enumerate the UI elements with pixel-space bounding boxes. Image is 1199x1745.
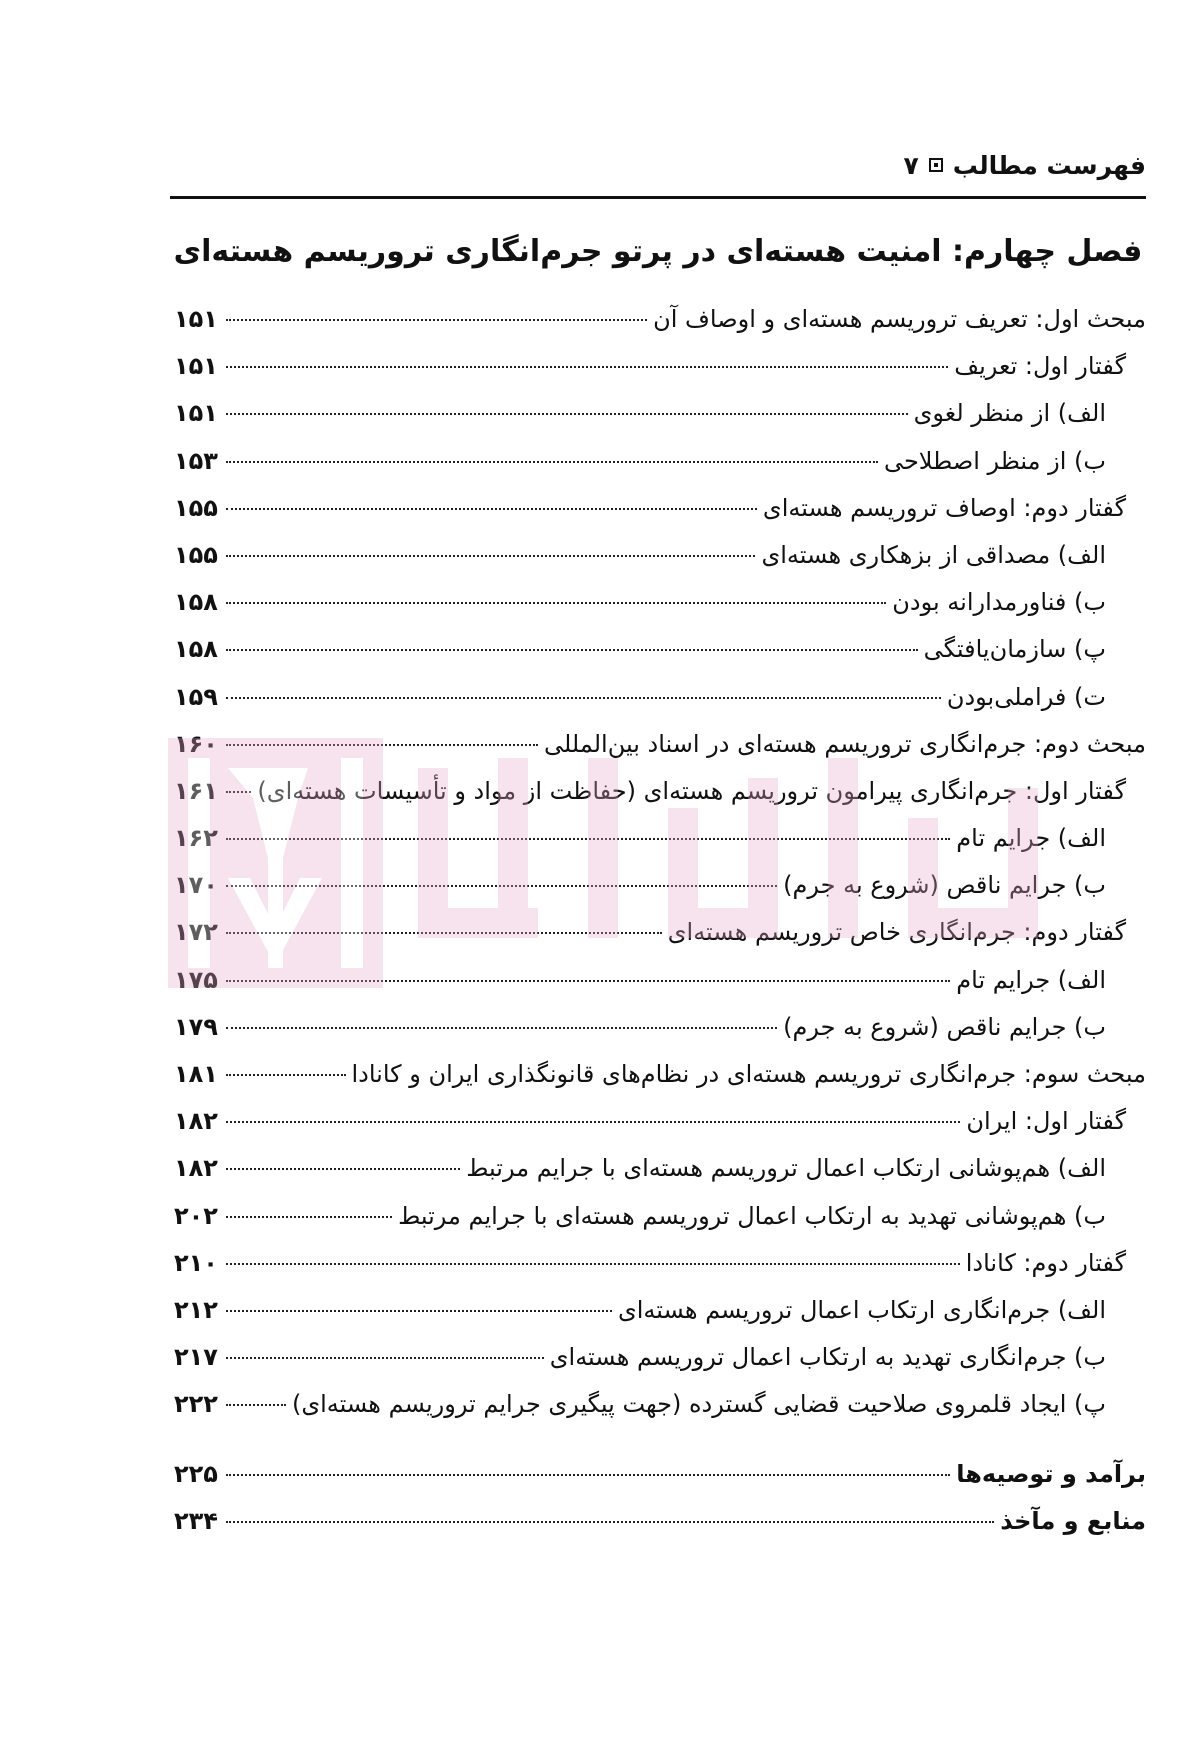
dot-leader (226, 932, 662, 934)
dot-leader (226, 1168, 460, 1170)
dot-leader (226, 791, 251, 793)
toc-entry-title: ب) جرایم ناقص (شروع به جرم) (783, 1012, 1106, 1041)
toc-entry (174, 1098, 1146, 1145)
toc-entry (174, 1051, 1146, 1098)
toc-entry (174, 343, 1146, 390)
toc-entry-title: پ) سازمان‌یافتگی (923, 635, 1106, 664)
square-bullet-icon (929, 158, 943, 172)
toc-entry-page-number: ۱۸۲ (174, 1107, 218, 1136)
toc-entry (174, 674, 1146, 721)
dot-leader (226, 1027, 777, 1029)
dot-leader (226, 1074, 346, 1076)
toc-entry (174, 390, 1146, 437)
toc-entry-page-number: ۱۵۸ (174, 588, 218, 617)
toc-entry (174, 532, 1146, 579)
dot-leader (226, 413, 908, 415)
toc-entry-page-number: ۲۳۴ (174, 1506, 218, 1535)
toc-entry (174, 1240, 1146, 1287)
toc-entry-title: ب) فناورمدارانه بودن (892, 588, 1106, 617)
toc-entry (174, 1193, 1146, 1240)
toc-entry-page-number: ۱۸۱ (174, 1060, 218, 1088)
toc-entry-title: گفتار اول: جرم‌انگاری پیرامون تروریسم هسته‌ای (حفاظت از مواد و تأسیسات هسته‌ای) (257, 776, 1126, 805)
dot-leader (226, 1521, 994, 1523)
toc-entry-page-number: ۱۵۱ (174, 352, 218, 381)
toc-entry-page-number: ۱۷۹ (174, 1012, 218, 1041)
dot-leader (226, 508, 757, 510)
toc-entry-page-number: ۱۵۹ (174, 682, 218, 711)
running-header-page-number: ۷ (903, 150, 919, 180)
toc-entry-page-number: ۲۱۲ (174, 1295, 218, 1324)
toc-entry-title: الف) جرایم تام (956, 965, 1106, 994)
table-of-contents (174, 296, 1146, 1545)
toc-entry-title: ب) هم‌پوشانی تهدید به ارتکاب اعمال تروریسم هسته‌ای با جرایم مرتبط (398, 1201, 1106, 1230)
toc-entry-title: الف) جرایم تام (956, 824, 1106, 853)
toc-entry-title: مبحث اول: تعریف تروریسم هسته‌ای و اوصاف آن (653, 305, 1146, 333)
toc-entry (174, 1381, 1146, 1428)
toc-entry (174, 768, 1146, 815)
dot-leader (226, 1357, 544, 1359)
toc-entry-page-number: ۱۵۸ (174, 635, 218, 664)
toc-entry-title: الف) مصداقی از بزهکاری هسته‌ای (761, 540, 1106, 569)
toc-entry (174, 485, 1146, 532)
toc-entry-title: الف) از منظر لغوی (913, 399, 1106, 428)
toc-entry-page-number: ۲۲۵ (174, 1459, 218, 1488)
toc-entry-page-number: ۲۱۰ (174, 1248, 218, 1277)
toc-entry-title: پ) ایجاد قلمروی صلاحیت قضایی گسترده (جهت پیگیری جرایم تروریسم هسته‌ای) (291, 1390, 1106, 1419)
toc-entry-page-number: ۱۶۲ (174, 824, 218, 853)
dot-leader (226, 602, 886, 604)
toc-entry-title: ت) فراملی‌بودن (946, 682, 1106, 711)
toc-entry-page-number: ۱۷۰ (174, 871, 218, 900)
toc-entry-title: ب) جرایم ناقص (شروع به جرم) (783, 871, 1106, 900)
toc-entry-final (174, 1498, 1146, 1545)
toc-entry-title: برآمد و توصیه‌ها (956, 1459, 1146, 1488)
toc-entry-title: ب) از منظر اصطلاحی (883, 446, 1106, 475)
toc-entry-title: گفتار دوم: اوصاف تروریسم هسته‌ای (762, 493, 1126, 522)
dot-leader (226, 366, 948, 368)
dot-leader (226, 697, 941, 699)
toc-entry-page-number: ۱۵۵ (174, 493, 218, 522)
toc-entry (174, 909, 1146, 956)
toc-entry (174, 721, 1146, 768)
toc-entry-title: گفتار اول: تعریف (954, 352, 1126, 381)
toc-entry-page-number: ۱۸۲ (174, 1154, 218, 1183)
toc-entry-page-number: ۲۲۲ (174, 1390, 218, 1419)
toc-entry-title: گفتار دوم: جرم‌انگاری خاص تروریسم هسته‌ای (667, 918, 1126, 947)
dot-leader (226, 1121, 960, 1123)
toc-entry-page-number: ۲۱۷ (174, 1343, 218, 1372)
toc-entry-title: مبحث دوم: جرم‌انگاری تروریسم هسته‌ای در اسناد بین‌المللی (543, 729, 1146, 758)
toc-entry (174, 1287, 1146, 1334)
toc-entry-title: گفتار دوم: کانادا (965, 1248, 1126, 1277)
toc-entry (174, 1004, 1146, 1051)
toc-entry-page-number: ۱۷۵ (174, 965, 218, 994)
toc-entry (174, 957, 1146, 1004)
toc-entry-final (174, 1451, 1146, 1498)
toc-entry-title: منابع و مآخذ (1000, 1506, 1146, 1535)
dot-leader (226, 1310, 612, 1312)
toc-entry-title: الف) جرم‌انگاری ارتکاب اعمال تروریسم هسته‌ای (617, 1295, 1106, 1324)
dot-leader (226, 319, 647, 321)
toc-entry-title: ب) جرم‌انگاری تهدید به ارتکاب اعمال تروریسم هسته‌ای (549, 1343, 1106, 1372)
toc-entry (174, 296, 1146, 343)
toc-entry-title: الف) هم‌پوشانی ارتکاب اعمال تروریسم هسته‌ای با جرایم مرتبط (466, 1154, 1106, 1183)
header-rule (170, 196, 1146, 199)
toc-entry-title: مبحث سوم: جرم‌انگاری تروریسم هسته‌ای در نظام‌های قانونگذاری ایران و کانادا (351, 1060, 1146, 1088)
dot-leader (226, 649, 918, 651)
toc-entry (174, 862, 1146, 909)
toc-entry (174, 579, 1146, 626)
chapter-title: فصل چهارم: امنیت هسته‌ای در پرتو جرم‌انگاری تروریسم هسته‌ای (173, 234, 1143, 269)
toc-entry-page-number: ۱۵۵ (174, 540, 218, 569)
toc-entry-page-number: ۱۵۱ (174, 305, 218, 333)
dot-leader (226, 744, 538, 746)
dot-leader (226, 885, 777, 887)
toc-entry-page-number: ۱۶۰ (174, 729, 218, 758)
dot-leader (226, 461, 878, 463)
dot-leader (226, 980, 950, 982)
toc-entry-title: گفتار اول: ایران (966, 1107, 1126, 1136)
toc-entry (174, 626, 1146, 673)
toc-entry-page-number: ۲۰۲ (174, 1201, 218, 1230)
dot-leader (226, 555, 755, 557)
running-header (170, 144, 1146, 186)
running-header-title: فهرست مطالب (952, 150, 1146, 180)
toc-entry (174, 1334, 1146, 1381)
toc-entry-page-number: ۱۷۲ (174, 918, 218, 947)
dot-leader (226, 838, 950, 840)
toc-entry-page-number: ۱۵۳ (174, 446, 218, 475)
toc-spacer (174, 1429, 1146, 1451)
dot-leader (226, 1216, 392, 1218)
toc-entry-page-number: ۱۵۱ (174, 399, 218, 428)
toc-entry (174, 815, 1146, 862)
toc-entry (174, 438, 1146, 485)
toc-entry (174, 1145, 1146, 1192)
dot-leader (226, 1474, 950, 1476)
toc-entry-page-number: ۱۶۱ (174, 776, 218, 805)
dot-leader (226, 1404, 286, 1406)
dot-leader (226, 1263, 960, 1265)
